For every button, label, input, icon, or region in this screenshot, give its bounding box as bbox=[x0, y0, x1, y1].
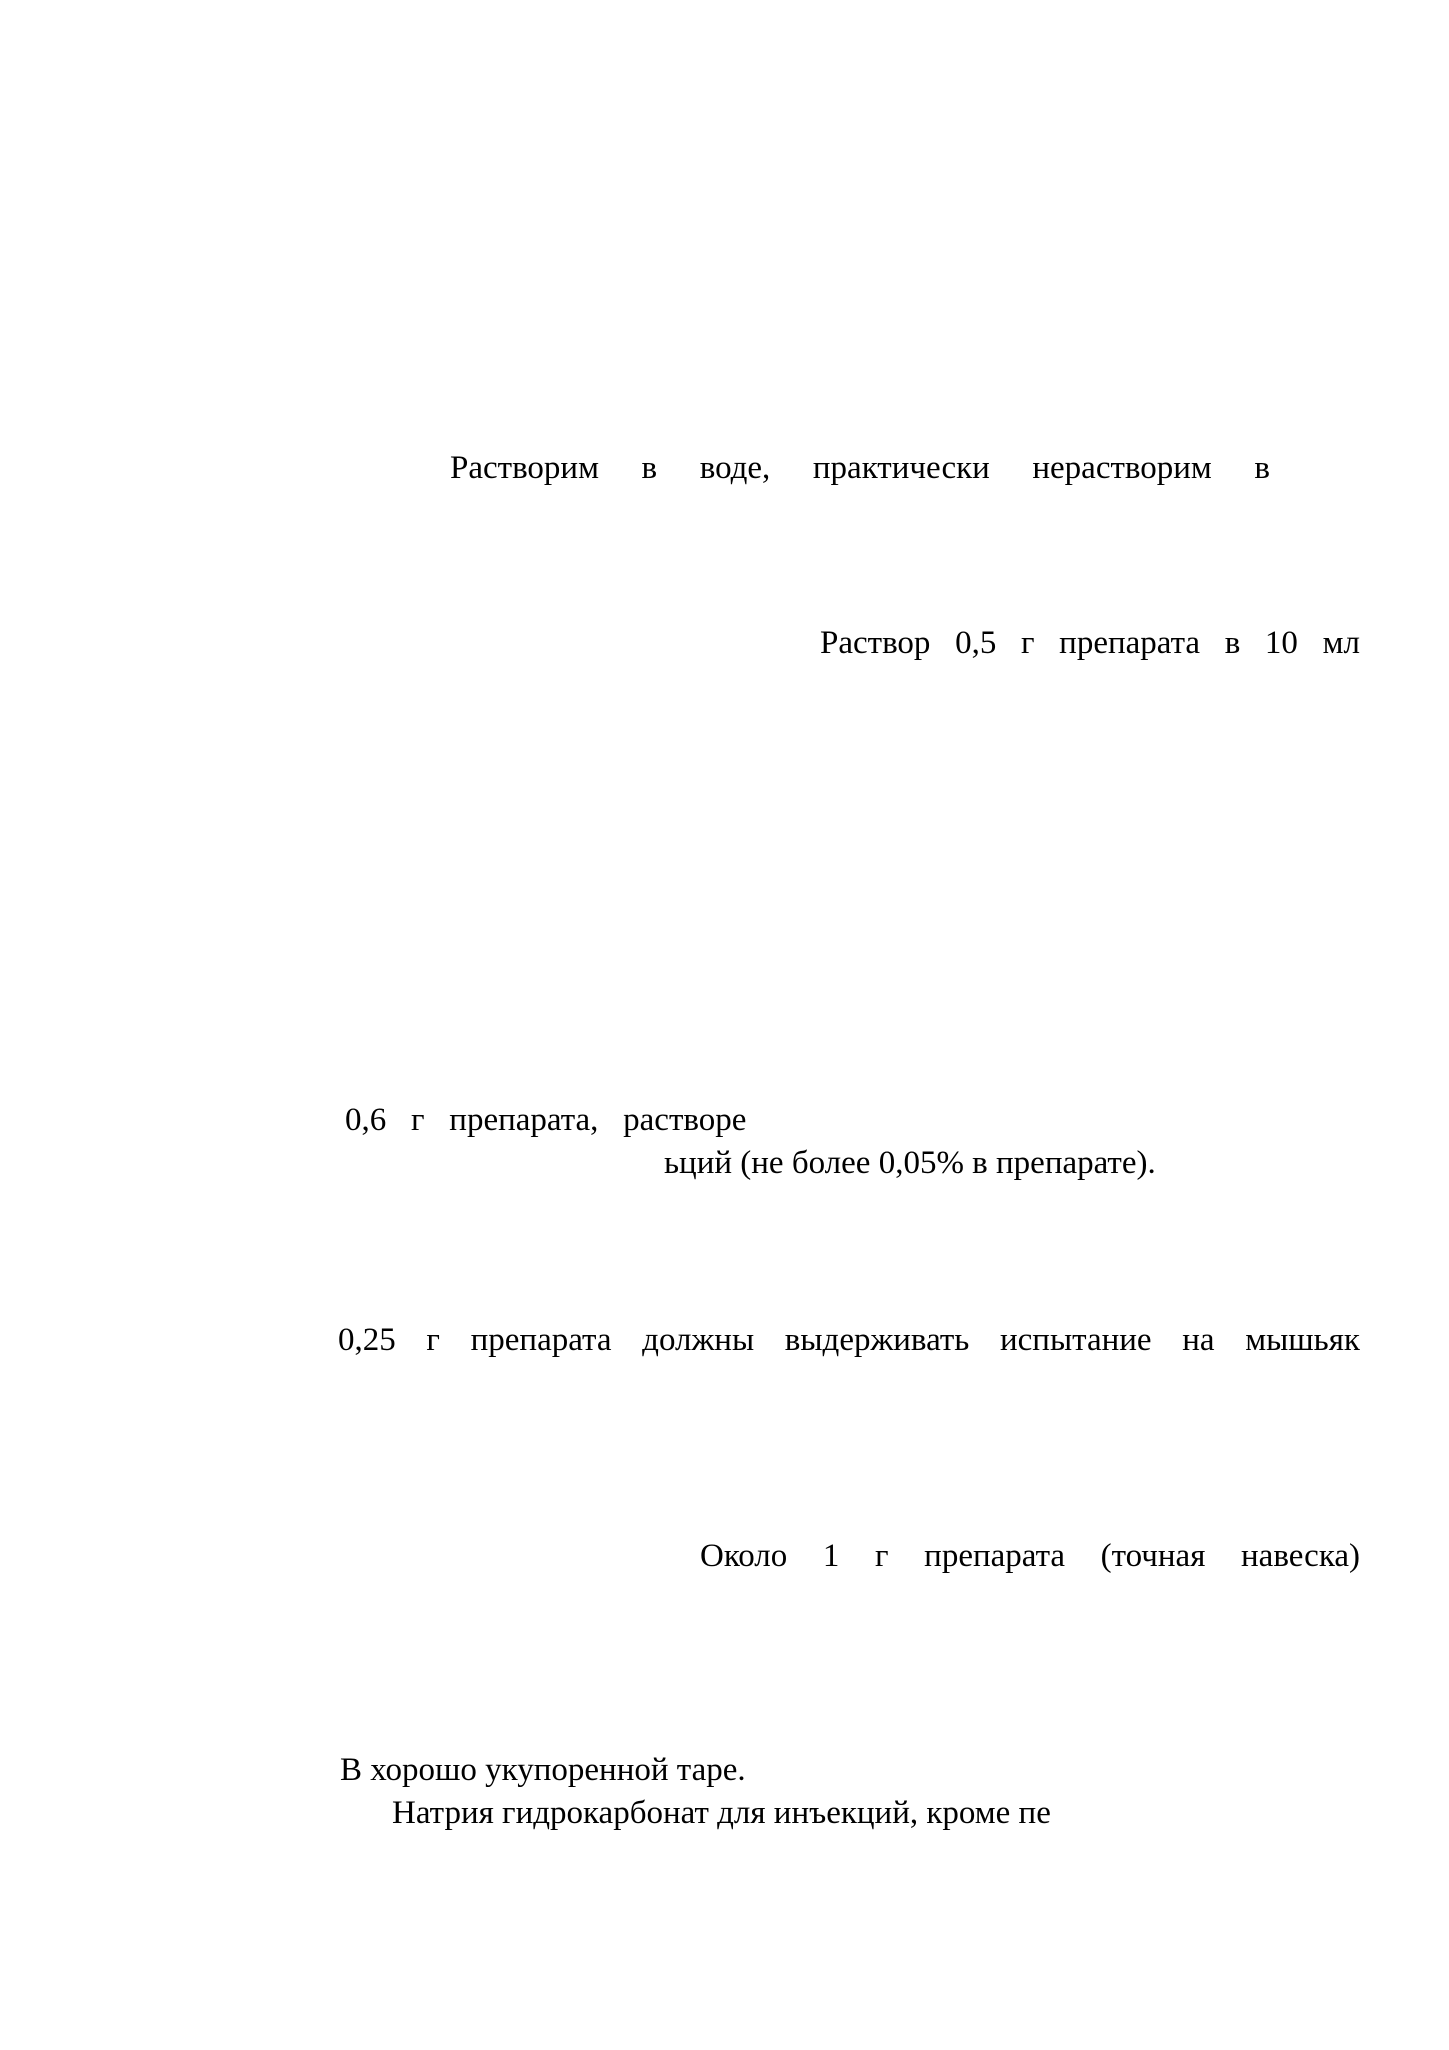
solution-text bbox=[820, 623, 1360, 663]
word: 10 bbox=[1264, 625, 1298, 661]
word: Растворим bbox=[450, 450, 599, 486]
word: воде, bbox=[699, 450, 771, 486]
arsenic-text bbox=[338, 1320, 1360, 1360]
word: в bbox=[1254, 450, 1270, 486]
word: 0,5 bbox=[955, 625, 997, 661]
word: мышьяк bbox=[1245, 1322, 1360, 1358]
injection-text: Натрия гидрокарбонат для инъекций, кроме пе bbox=[392, 1795, 1051, 1831]
word: навеска) bbox=[1241, 1538, 1360, 1574]
word: 0,25 bbox=[338, 1322, 396, 1358]
word: препарата bbox=[924, 1538, 1066, 1574]
word: практически bbox=[812, 450, 990, 486]
word: г bbox=[1020, 625, 1035, 661]
word: Раствор bbox=[820, 625, 931, 661]
word: препарата bbox=[1059, 625, 1201, 661]
word: (точная bbox=[1100, 1538, 1206, 1574]
word: препарата bbox=[470, 1322, 612, 1358]
chloride-text-line-2: ьций (не более 0,05% в препарате). bbox=[664, 1145, 1156, 1181]
solubility-text bbox=[450, 448, 1270, 488]
word: в bbox=[1224, 625, 1241, 661]
word: на bbox=[1182, 1322, 1215, 1358]
word: Около bbox=[700, 1538, 788, 1574]
chloride-text-line-1: 0,6 г препарата, растворе bbox=[345, 1102, 747, 1138]
storage-text: В хорошо укупоренной таре. bbox=[340, 1752, 746, 1788]
word: нерастворим bbox=[1032, 450, 1212, 486]
word: мл bbox=[1322, 625, 1360, 661]
word: выдерживать bbox=[784, 1322, 970, 1358]
word: в bbox=[641, 450, 658, 486]
word: 1 bbox=[822, 1538, 840, 1574]
word: должны bbox=[642, 1322, 755, 1358]
word: испытание bbox=[1000, 1322, 1152, 1358]
word: г bbox=[874, 1538, 889, 1574]
word: г bbox=[426, 1322, 440, 1358]
assay-text bbox=[700, 1536, 1360, 1576]
